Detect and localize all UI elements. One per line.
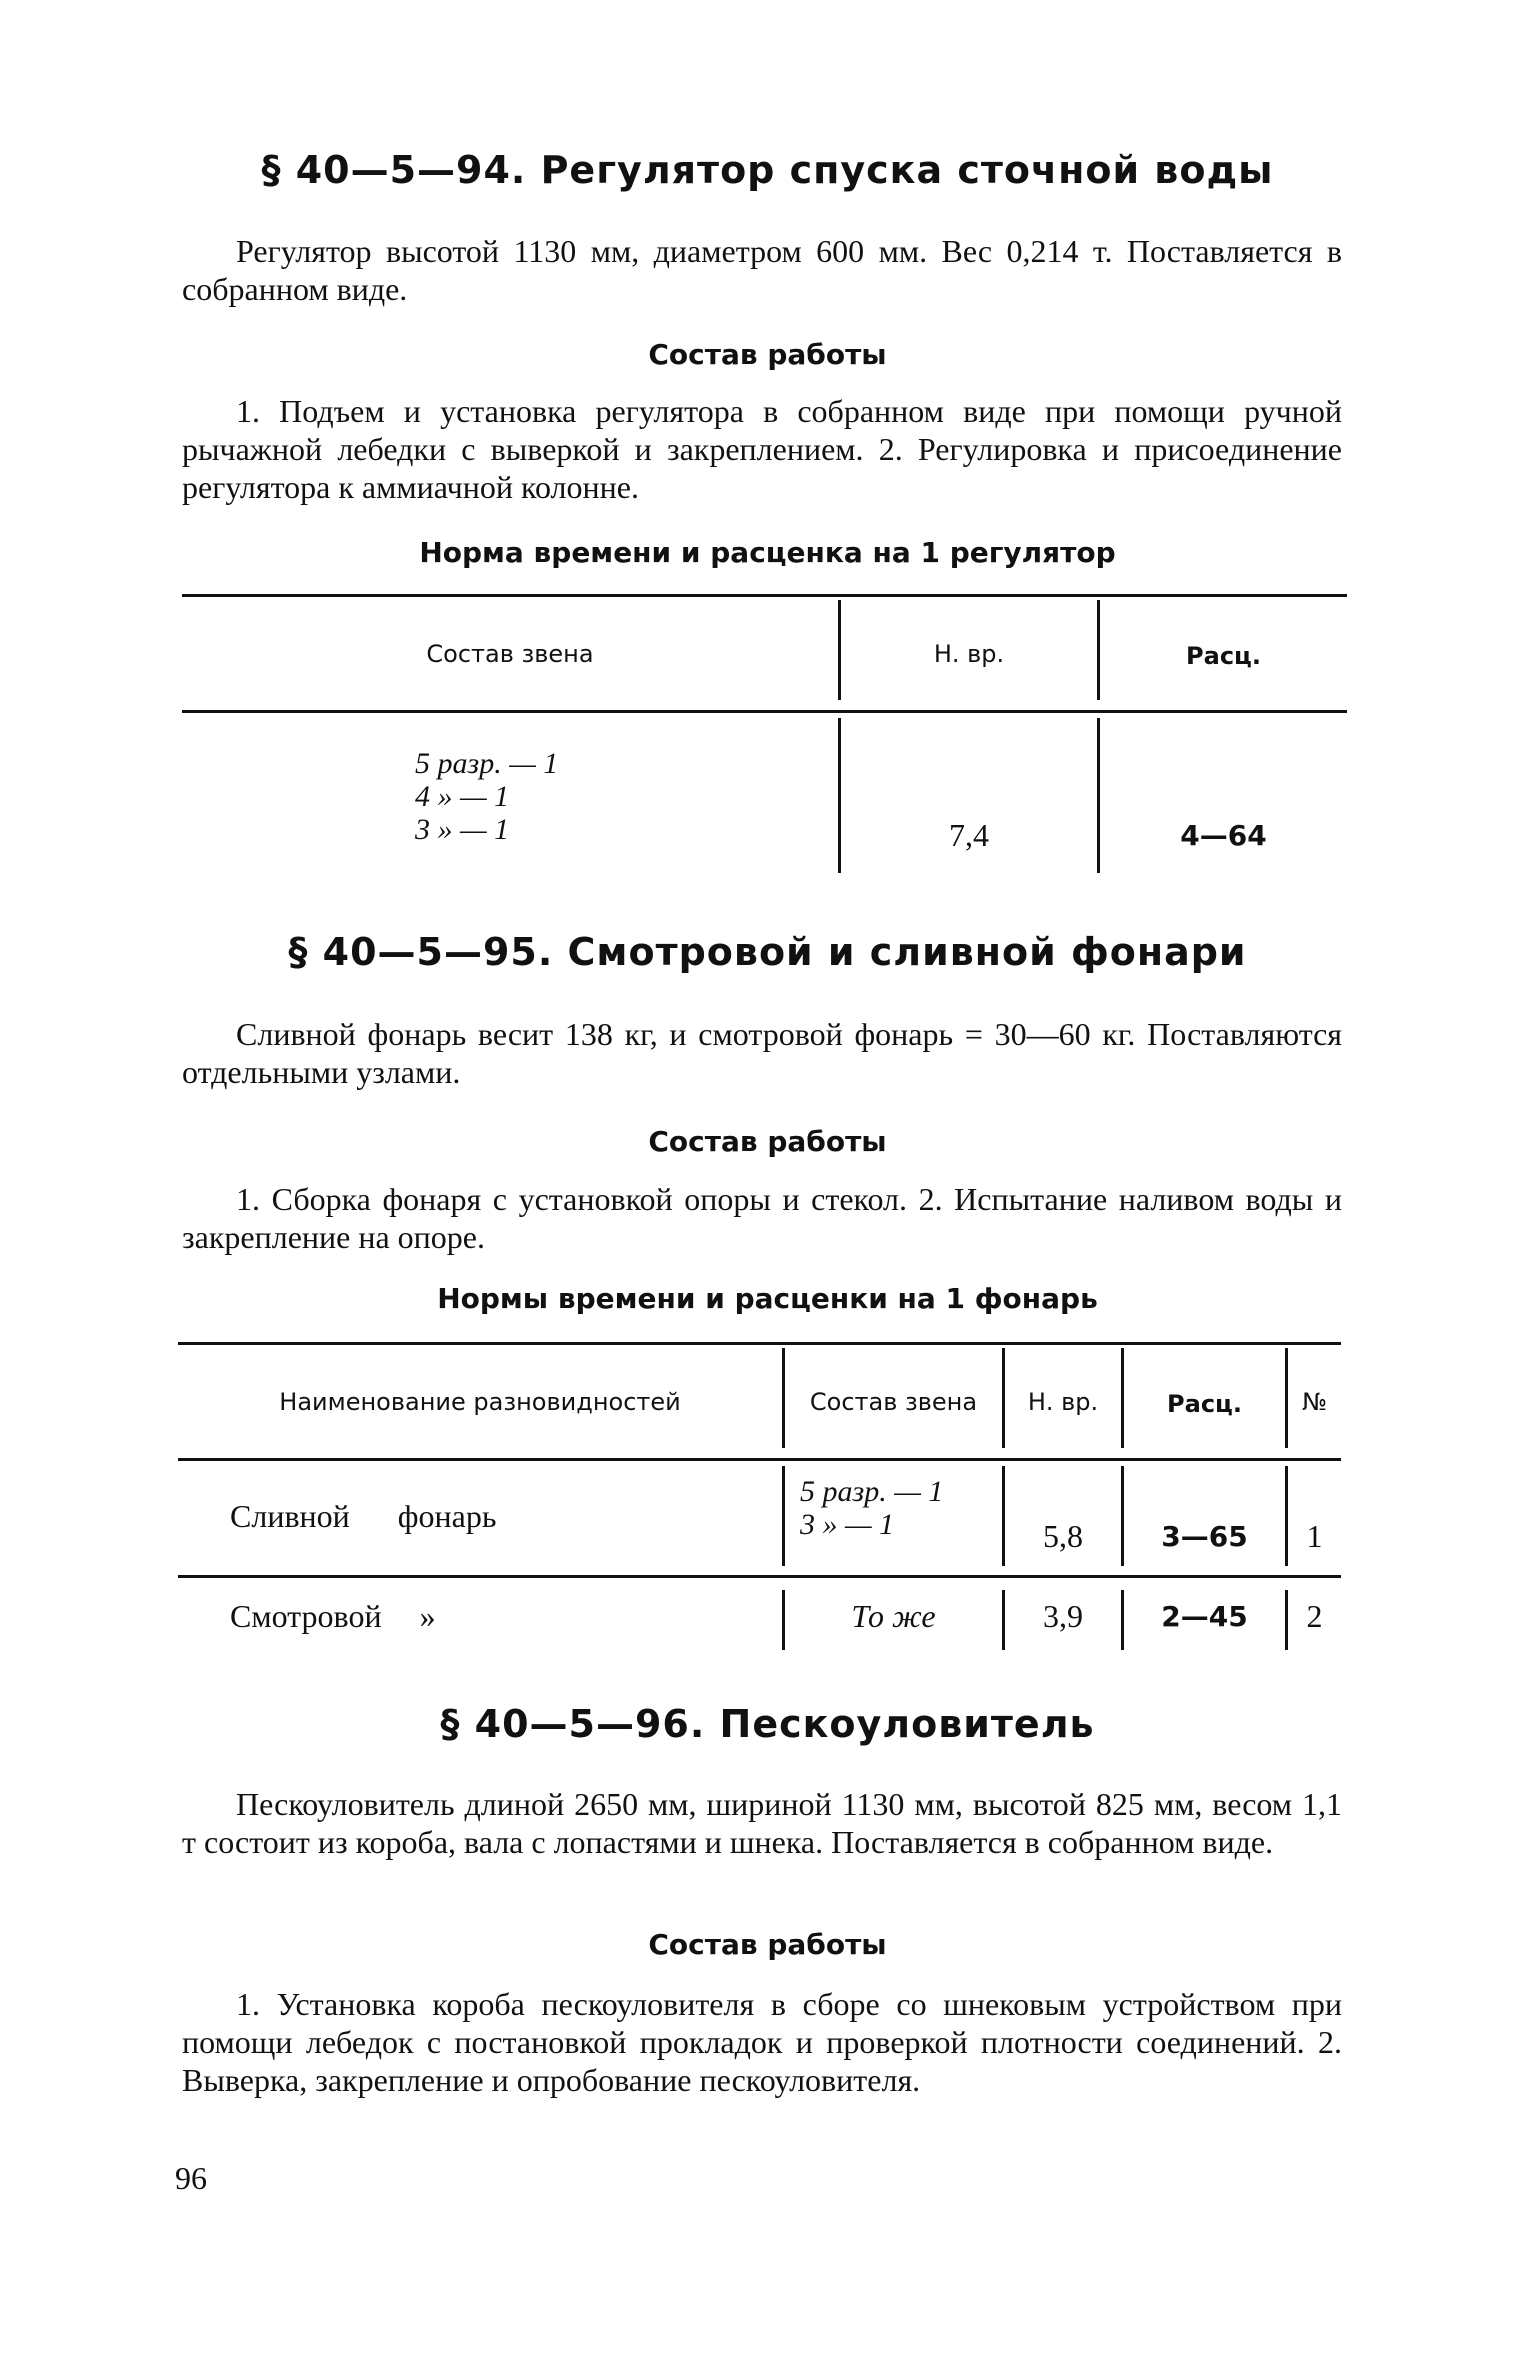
section-title-95: § 40—5—95. Смотровой и сливной фонари bbox=[288, 930, 1247, 974]
header-variant-name: Наименование разновидностей bbox=[279, 1388, 681, 1416]
time-value: 3,9 bbox=[1043, 1598, 1083, 1634]
table-rule bbox=[182, 710, 1347, 713]
crew-line: 5 разр. — 1 bbox=[415, 747, 559, 780]
section-description-95: Сливной фонарь весит 138 кг, и смотровой фонарь = 30—60 кг. Поставляются отдельными узлами. bbox=[182, 1016, 1342, 1090]
header-crew: Состав звена bbox=[426, 640, 594, 668]
header-crew: Состав звена bbox=[809, 1388, 978, 1416]
section-description-94: Регулятор высотой 1130 мм, диаметром 600 мм. Вес 0,214 т. Поставляется в собранном виде. bbox=[182, 233, 1342, 307]
work-heading-96: Состав работы bbox=[648, 1928, 887, 1961]
work-text-94: 1. Подъем и установка регулятора в собранном виде при помощи ручной рычажной лебедки с выверкой и закреплением. 2. Регулировка и присоединение регулятора к аммиачной колонне. bbox=[182, 393, 1342, 505]
header-time: Н. вр. bbox=[1027, 1388, 1099, 1416]
variant-name: Сливной фонарь bbox=[230, 1498, 497, 1534]
section-title-96: § 40—5—96. Пескоуловитель bbox=[440, 1702, 1095, 1746]
row-number: 1 bbox=[1306, 1518, 1323, 1554]
page-number: 96 bbox=[175, 2160, 207, 2196]
norm-heading-95: Нормы времени и расценки на 1 фонарь bbox=[437, 1282, 1098, 1315]
work-text-96: 1. Установка короба пескоуловителя в сборе со шнековым устройством при помощи лебедок с постановкой прокладок и проверкой плотности соединений. 2. Выверка, закрепление и опробование пескоуловителя. bbox=[182, 1986, 1342, 2098]
table-rule bbox=[178, 1342, 1341, 1345]
table-rule bbox=[178, 1575, 1341, 1578]
header-time: Н. вр. bbox=[933, 640, 1005, 668]
rate-value: 2—45 bbox=[1161, 1600, 1248, 1633]
table-rule bbox=[178, 1458, 1341, 1461]
crew-line: 3 » — 1 bbox=[800, 1508, 895, 1541]
work-text-95: 1. Сборка фонаря с установкой опоры и стекол. 2. Испытание наливом воды и закрепление на опоре. bbox=[182, 1181, 1342, 1255]
row-number: 2 bbox=[1306, 1598, 1323, 1634]
norm-heading-94: Норма времени и расценка на 1 регулятор bbox=[419, 536, 1116, 569]
variant-name: Смотровой » bbox=[230, 1598, 436, 1634]
section-description-96: Пескоуловитель длиной 2650 мм, шириной 1130 мм, высотой 825 мм, весом 1,1 т состоит из короба, вала с лопастями и шнека. Поставляется в собранном виде. bbox=[182, 1786, 1342, 1860]
table-rule bbox=[182, 594, 1347, 597]
time-value: 7,4 bbox=[949, 817, 989, 853]
rate-value: 4—64 bbox=[1180, 819, 1267, 852]
crew-line: 5 разр. — 1 bbox=[800, 1475, 944, 1508]
header-rate: Расц. bbox=[1167, 1390, 1242, 1418]
crew-line: 3 » — 1 bbox=[415, 813, 510, 846]
crew-line: 4 » — 1 bbox=[415, 780, 510, 813]
rate-value: 3—65 bbox=[1161, 1520, 1248, 1553]
section-title-94: § 40—5—94. Регулятор спуска сточной воды bbox=[261, 148, 1274, 192]
work-heading-95: Состав работы bbox=[648, 1125, 887, 1158]
header-number: № bbox=[1302, 1388, 1327, 1416]
table-divider bbox=[782, 1466, 785, 1566]
crew-line: То же bbox=[851, 1598, 936, 1634]
work-heading-94: Состав работы bbox=[648, 338, 887, 371]
time-value: 5,8 bbox=[1043, 1518, 1083, 1554]
header-rate: Расц. bbox=[1186, 642, 1261, 670]
